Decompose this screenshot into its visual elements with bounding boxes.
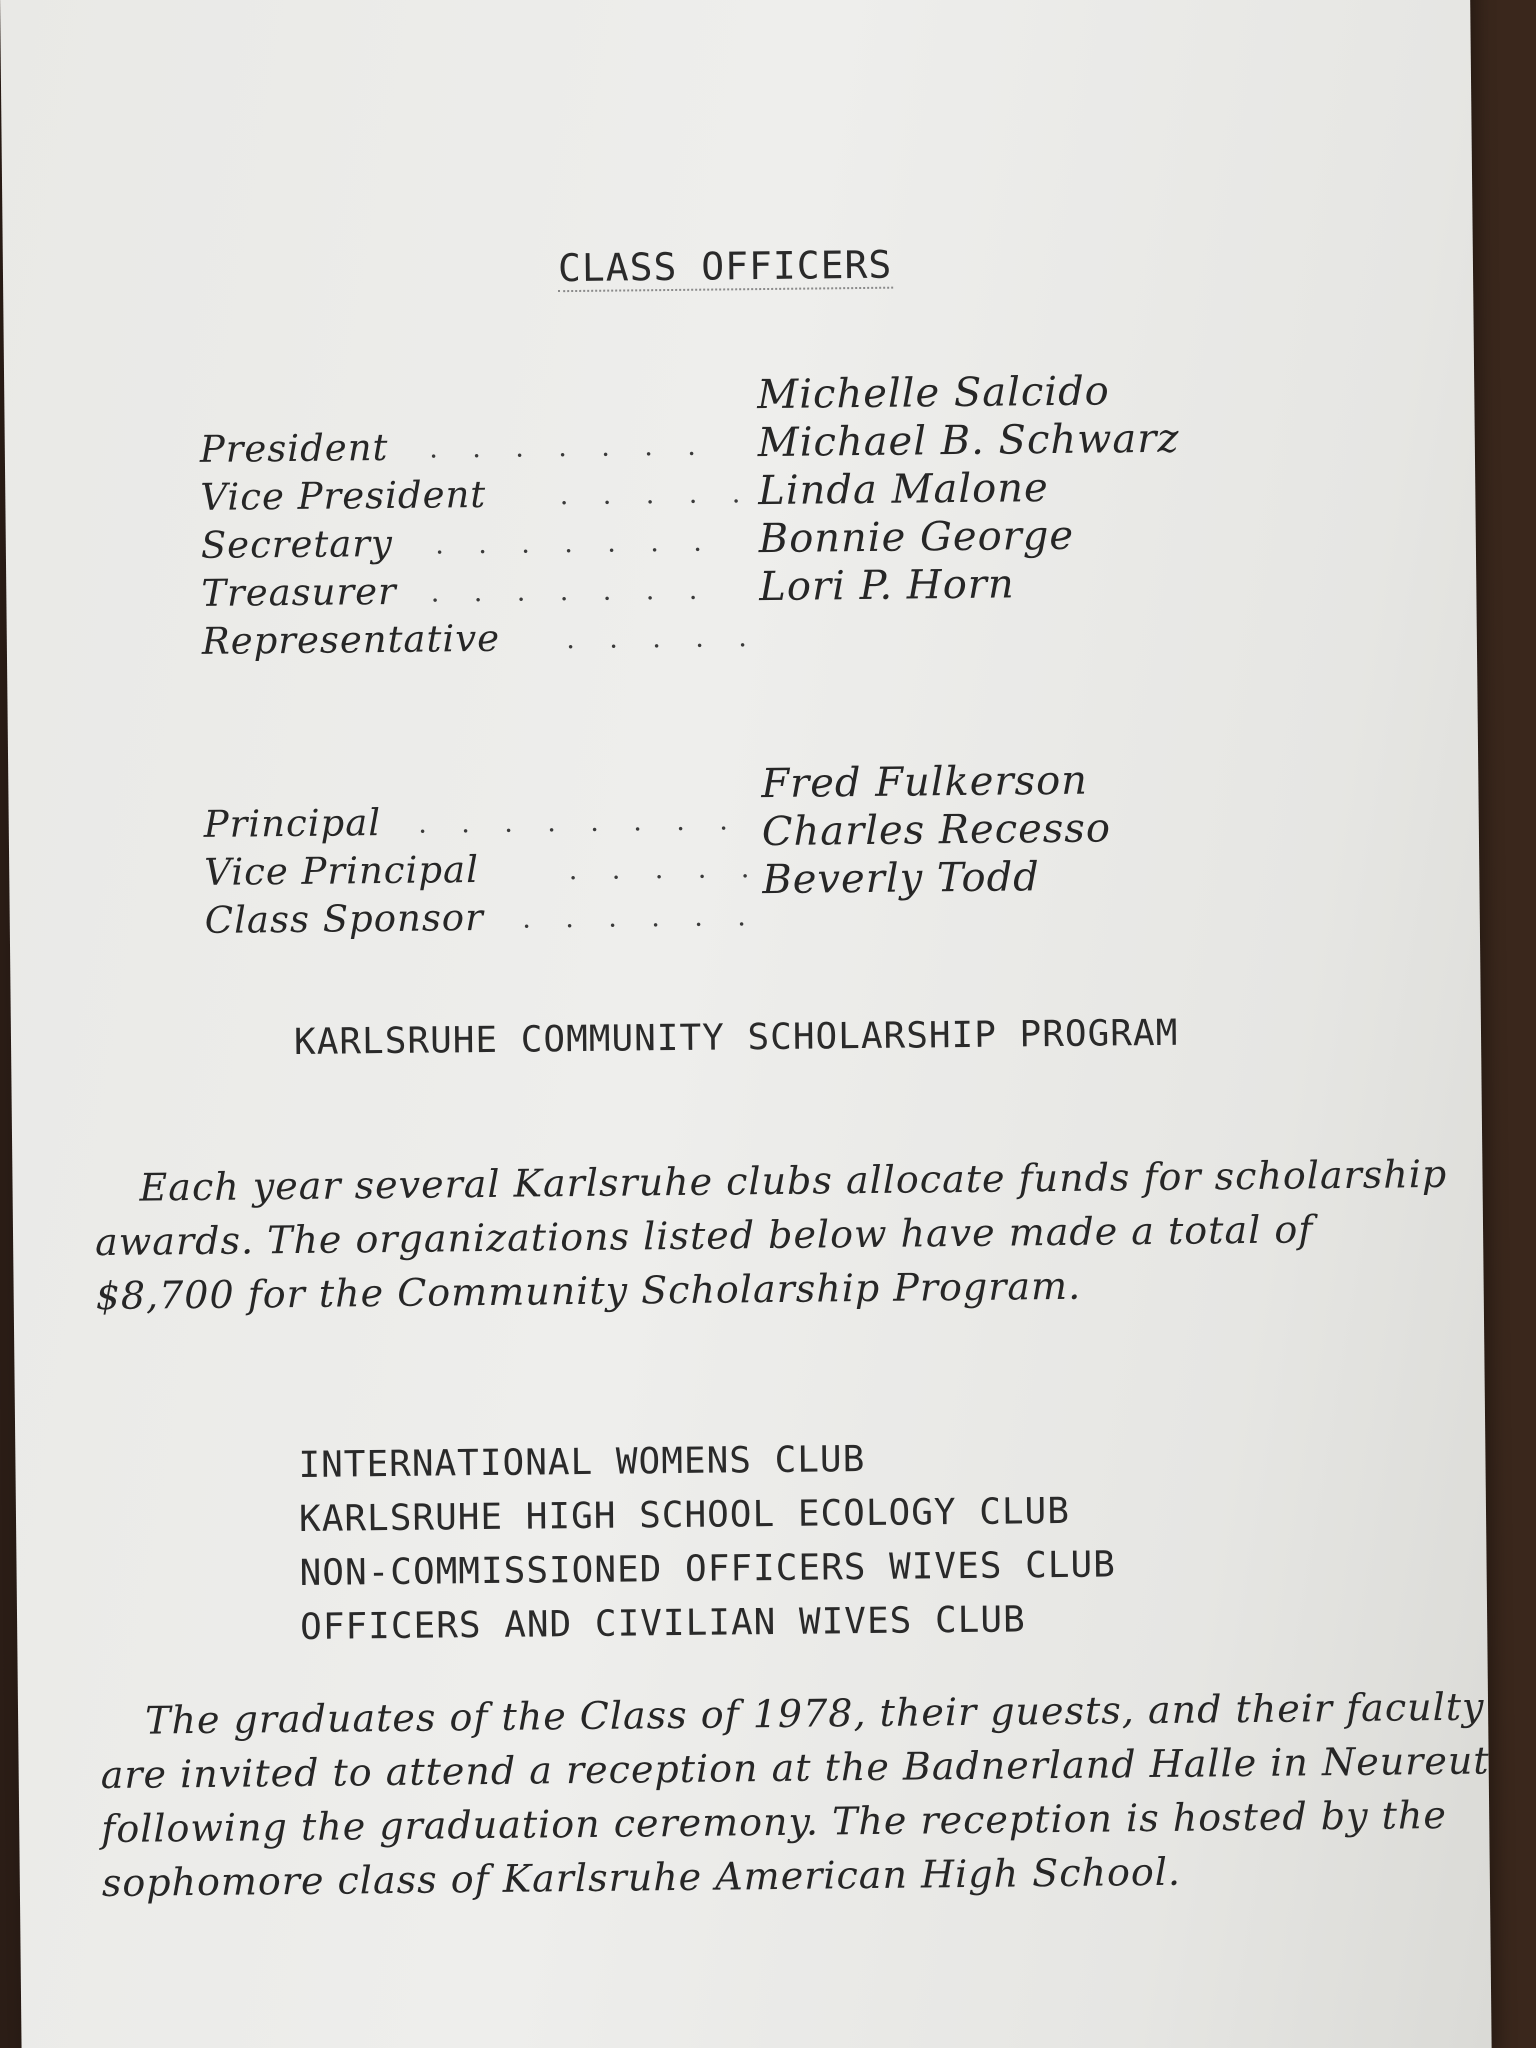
club-item: NON-COMMISSIONED OFFICERS WIVES CLUB: [299, 1544, 1117, 1594]
leader-dots: . . . . .: [560, 476, 754, 512]
scholarship-heading: KARLSRUHE COMMUNITY SCHOLARSHIP PROGRAM: [293, 1012, 1179, 1063]
officers-roster: [199, 368, 1202, 667]
staff-role: Principal: [203, 801, 382, 846]
class-officers-title: CLASS OFFICERS: [557, 242, 893, 291]
leader-dots: . . . . .: [566, 620, 761, 656]
staff-role: Class Sponsor: [204, 895, 484, 942]
officer-name: Lori P. Horn: [759, 561, 1015, 611]
staff-name: Charles Recesso: [761, 805, 1112, 856]
staff-name: Beverly Todd: [762, 854, 1041, 904]
officer-role: Representative: [201, 616, 501, 663]
club-item: OFFICERS AND CIVILIAN WIVES CLUB: [299, 1599, 1026, 1648]
administration-roster: [203, 757, 1205, 946]
officer-name: Linda Malone: [758, 465, 1049, 515]
leader-dots: . . . . . .: [522, 899, 760, 935]
leader-dots: . . . . . . . .: [418, 803, 742, 840]
leader-dots: . . . . . . .: [429, 428, 710, 465]
staff-name: Fred Fulkerson: [761, 757, 1089, 808]
officer-name: Bonnie George: [758, 512, 1075, 563]
leader-dots: . . . . . . .: [431, 572, 711, 609]
staff-role: Vice Principal: [204, 848, 480, 894]
club-item: INTERNATIONAL WOMENS CLUB: [298, 1439, 866, 1486]
club-list: [298, 1430, 1116, 1655]
officer-name: Michael B. Schwarz: [757, 415, 1180, 467]
reception-paragraph: The graduates of the Class of 1978, their guests, and their faculty are invited to attend a reception at the Badnerland Halle in Neureut following the graduation ceremony. The reception is hosted by the sophomore class of Karlsruhe American High School.: [100, 1684, 1490, 1906]
leader-dots: . . . . .: [569, 851, 763, 887]
officer-name: Michelle Salcido: [757, 368, 1110, 419]
officer-role: Secretary: [200, 521, 394, 567]
leader-dots: . . . . . . .: [435, 524, 716, 561]
officer-role: President: [199, 425, 389, 471]
scholarship-paragraph: Each year several Karlsruhe clubs allocate funds for scholarship awards. The organizations listed below have made a total of $8,700 for the Community Scholarship Program.: [94, 1151, 1448, 1319]
officer-role: Treasurer: [201, 569, 397, 615]
club-item: KARLSRUHE HIGH SCHOOL ECOLOGY CLUB: [298, 1490, 1071, 1540]
officer-role: Vice President: [200, 472, 487, 519]
